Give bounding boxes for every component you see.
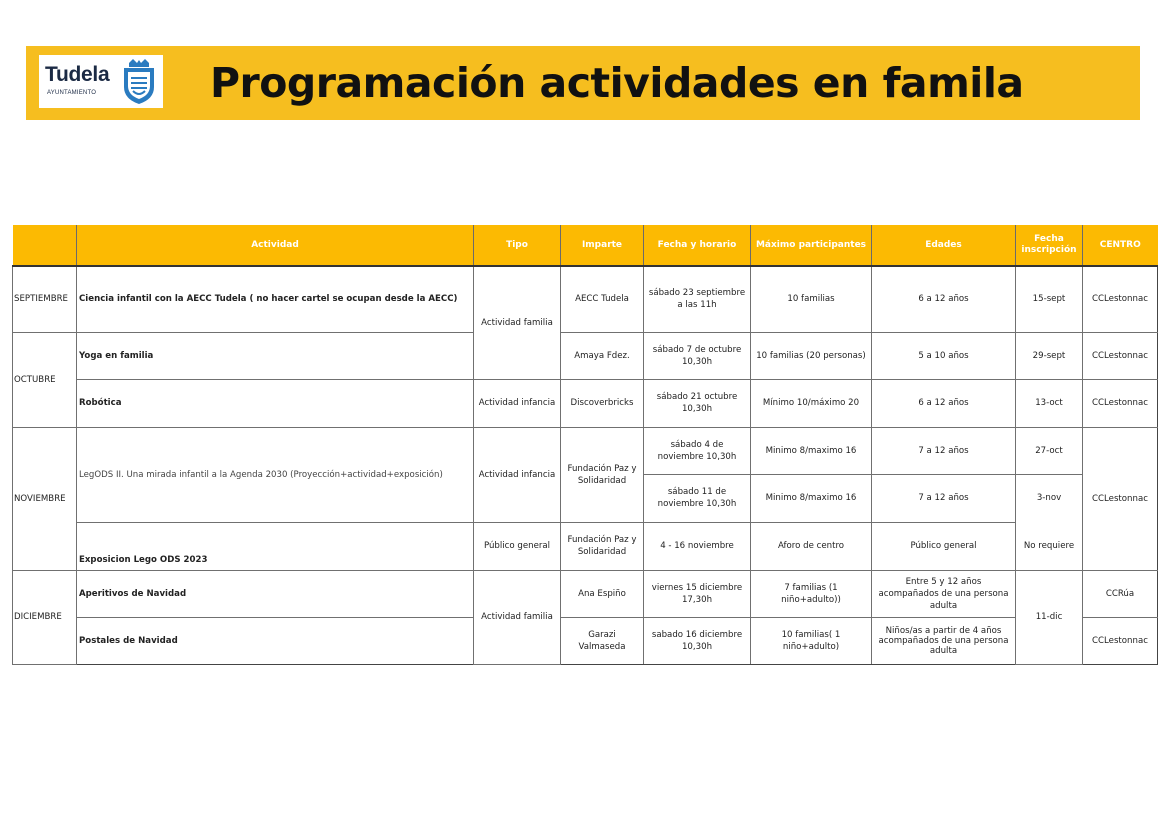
participants-cell: 10 familias( 1 niño+adulto)	[751, 617, 872, 664]
participants-cell: 10 familias	[751, 266, 872, 332]
instructor-cell: AECC Tudela	[561, 266, 644, 332]
column-header-centro: CENTRO	[1083, 225, 1158, 266]
column-header-participantes: Máximo participantes	[751, 225, 872, 266]
schedule-cell: sábado 21 octubre 10,30h	[644, 379, 751, 427]
tudela-logo	[39, 55, 163, 108]
center-cell: CCLestonnac	[1083, 266, 1158, 332]
type-cell: Público general	[474, 522, 561, 570]
registration-cell: No requiere	[1016, 522, 1083, 570]
table-row	[13, 266, 1158, 332]
table-row	[13, 570, 1158, 617]
schedule-cell: 4 - 16 noviembre	[644, 522, 751, 570]
logo-subtitle: AYUNTAMIENTO	[47, 90, 97, 96]
instructor-cell: Ana Espiño	[561, 570, 644, 617]
coat-of-arms-icon	[121, 59, 157, 105]
instructor-cell: Garazi Valmaseda	[561, 617, 644, 664]
column-header-actividad: Actividad	[77, 225, 474, 266]
schedule-cell: viernes 15 diciembre 17,30h	[644, 570, 751, 617]
activity-cell: Exposicion Lego ODS 2023	[77, 522, 474, 570]
registration-cell: 11-dic	[1016, 570, 1083, 664]
registration-cell: 29-sept	[1016, 332, 1083, 379]
center-cell: CCLestonnac	[1083, 617, 1158, 664]
column-header-imparte: Imparte	[561, 225, 644, 266]
table-row	[13, 617, 1158, 664]
schedule-cell: sábado 23 septiembre a las 11h	[644, 266, 751, 332]
schedule-cell: sábado 4 de noviembre 10,30h	[644, 427, 751, 474]
activity-cell: LegODS II. Una mirada infantil a la Agenda 2030 (Proyección+actividad+exposición)	[77, 427, 474, 522]
type-cell: Actividad infancia	[474, 427, 561, 522]
ages-cell: Público general	[872, 522, 1016, 570]
ages-cell: 7 a 12 años	[872, 474, 1016, 522]
ages-cell: 5 a 10 años	[872, 332, 1016, 379]
ages-cell: Entre 5 y 12 años acompañados de una persona adulta	[872, 570, 1016, 617]
ages-cell: Niños/as a partir de 4 años acompañados de una persona adulta	[872, 617, 1016, 664]
center-cell: CCLestonnac	[1083, 427, 1158, 570]
column-header-edades: Edades	[872, 225, 1016, 266]
participants-cell: Aforo de centro	[751, 522, 872, 570]
page-title: Programación actividades en famila	[210, 59, 1024, 107]
ages-cell: 6 a 12 años	[872, 379, 1016, 427]
activity-cell: Yoga en familia	[77, 332, 474, 379]
activity-cell: Postales de Navidad	[77, 617, 474, 664]
ages-cell: 6 a 12 años	[872, 266, 1016, 332]
registration-cell: 15-sept	[1016, 266, 1083, 332]
registration-cell: 27-oct	[1016, 427, 1083, 474]
center-cell: CCRúa	[1083, 570, 1158, 617]
table-row	[13, 522, 1158, 570]
activities-table	[12, 225, 1158, 665]
activity-cell: Aperitivos de Navidad	[77, 570, 474, 617]
instructor-cell: Discoverbricks	[561, 379, 644, 427]
column-header-fecha: Fecha y horario	[644, 225, 751, 266]
schedule-cell: sábado 11 de noviembre 10,30h	[644, 474, 751, 522]
participants-cell: Mínimo 10/máximo 20	[751, 379, 872, 427]
activity-cell: Robótica	[77, 379, 474, 427]
participants-cell: Minimo 8/maximo 16	[751, 474, 872, 522]
table-row	[13, 379, 1158, 427]
month-cell: OCTUBRE	[13, 332, 77, 427]
registration-cell: 13-oct	[1016, 379, 1083, 427]
instructor-cell: Fundación Paz y Solidaridad	[561, 522, 644, 570]
column-header-inscripcion: Fecha inscripción	[1016, 225, 1083, 266]
instructor-cell: Amaya Fdez.	[561, 332, 644, 379]
column-header-tipo: Tipo	[474, 225, 561, 266]
type-cell: Actividad familia	[474, 266, 561, 379]
participants-cell: Minimo 8/maximo 16	[751, 427, 872, 474]
type-cell: Actividad familia	[474, 570, 561, 664]
column-header-month	[13, 225, 77, 266]
participants-cell: 10 familias (20 personas)	[751, 332, 872, 379]
table-row	[13, 332, 1158, 379]
month-cell: SEPTIEMBRE	[13, 266, 77, 332]
center-cell: CCLestonnac	[1083, 332, 1158, 379]
logo-name: Tudela	[45, 63, 110, 86]
center-cell: CCLestonnac	[1083, 379, 1158, 427]
month-cell: NOVIEMBRE	[13, 427, 77, 570]
activity-cell: Ciencia infantil con la AECC Tudela ( no hacer cartel se ocupan desde la AECC)	[77, 266, 474, 332]
header-row	[13, 225, 1158, 266]
table-row	[13, 427, 1158, 474]
type-cell: Actividad infancia	[474, 379, 561, 427]
schedule-cell: sábado 7 de octubre 10,30h	[644, 332, 751, 379]
month-cell: DICIEMBRE	[13, 570, 77, 664]
registration-cell: 3-nov	[1016, 474, 1083, 522]
ages-cell: 7 a 12 años	[872, 427, 1016, 474]
instructor-cell: Fundación Paz y Solidaridad	[561, 427, 644, 522]
schedule-cell: sabado 16 diciembre 10,30h	[644, 617, 751, 664]
participants-cell: 7 familias (1 niño+adulto))	[751, 570, 872, 617]
